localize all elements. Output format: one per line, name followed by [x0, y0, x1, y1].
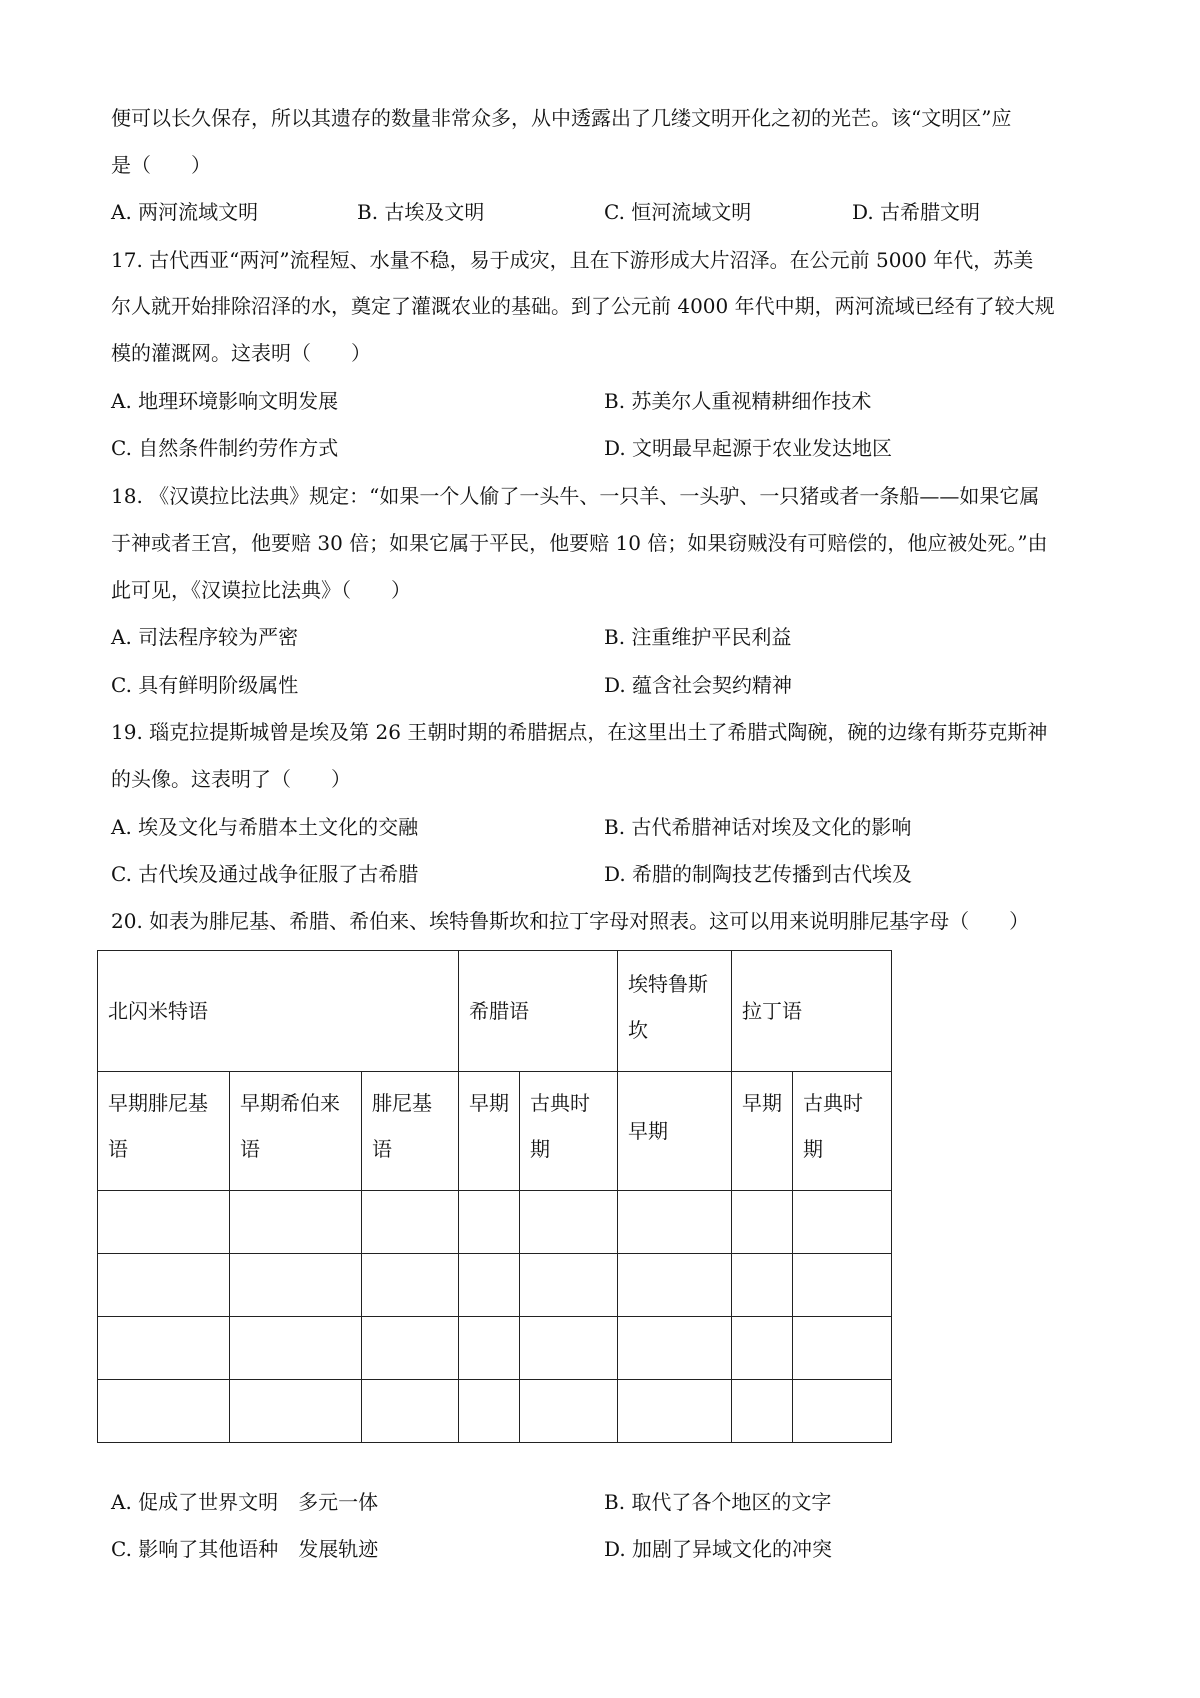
q20-option-c[interactable]: C. 影响了其他语种 发展轨迹	[111, 1537, 379, 1561]
q20-stem-line1: 20. 如表为腓尼基、希腊、希伯来、埃特鲁斯坎和拉丁字母对照表。这可以用来说明腓尼基字母（ ）	[111, 909, 1030, 933]
table-cell	[362, 1317, 459, 1380]
header-etruscan: 埃特鲁斯坎	[618, 951, 732, 1072]
header-etruscan-early: 早期	[618, 1072, 732, 1191]
header-latin: 拉丁语	[732, 951, 892, 1072]
q18-option-a[interactable]: A. 司法程序较为严密	[111, 625, 299, 649]
header-early-phoenician: 早期腓尼基语	[98, 1072, 230, 1191]
table-cell	[230, 1380, 362, 1443]
table-cell	[459, 1191, 520, 1254]
q16-option-a[interactable]: A. 两河流域文明	[111, 200, 259, 224]
q17-option-d[interactable]: D. 文明最早起源于农业发达地区	[604, 436, 893, 460]
table-cell	[98, 1191, 230, 1254]
table-cell	[732, 1380, 793, 1443]
table-cell	[732, 1254, 793, 1317]
alphabet-comparison-table	[97, 950, 892, 1443]
header-greek-early: 早期	[459, 1072, 520, 1191]
table-cell	[362, 1191, 459, 1254]
table-cell	[459, 1254, 520, 1317]
header-early-hebrew: 早期希伯来语	[230, 1072, 362, 1191]
q18-stem-line2: 于神或者王宫，他要赔 30 倍；如果它属于平民，他要赔 10 倍；如果窃贼没有可赔偿的，他应被处死。”由	[111, 531, 1048, 555]
q16-stem-line1: 便可以长久保存，所以其遗存的数量非常众多，从中透露出了几缕文明开化之初的光芒。该“文明区”应	[111, 106, 1012, 130]
table-cell	[459, 1317, 520, 1380]
table-cell	[230, 1191, 362, 1254]
table-cell	[520, 1191, 618, 1254]
table-cell	[618, 1191, 732, 1254]
q17-option-c[interactable]: C. 自然条件制约劳作方式	[111, 436, 339, 460]
q19-stem-line1: 19. 瑙克拉提斯城曾是埃及第 26 王朝时期的希腊据点，在这里出土了希腊式陶碗，碗的边缘有斯芬克斯神	[111, 720, 1048, 744]
q16-option-c[interactable]: C. 恒河流域文明	[604, 200, 752, 224]
header-latin-classical: 古典时期	[793, 1072, 892, 1191]
table-cell	[230, 1317, 362, 1380]
table-cell	[732, 1191, 793, 1254]
table-cell	[732, 1317, 793, 1380]
q19-option-c[interactable]: C. 古代埃及通过战争征服了古希腊	[111, 862, 419, 886]
table-cell	[362, 1254, 459, 1317]
table-row	[98, 1317, 892, 1380]
table-cell	[520, 1254, 618, 1317]
q17-stem-line2: 尔人就开始排除沼泽的水，奠定了灌溉农业的基础。到了公元前 4000 年代中期，两河流域已经有了较大规	[111, 294, 1055, 318]
table-cell	[793, 1254, 892, 1317]
table-cell	[98, 1317, 230, 1380]
table-cell	[793, 1317, 892, 1380]
table-cell	[459, 1380, 520, 1443]
table-row	[98, 1380, 892, 1443]
table-cell	[362, 1380, 459, 1443]
table-cell	[793, 1380, 892, 1443]
q17-option-b[interactable]: B. 苏美尔人重视精耕细作技术	[604, 389, 872, 413]
q18-stem-line1: 18. 《汉谟拉比法典》规定：“如果一个人偷了一头牛、一只羊、一头驴、一只猪或者一条船——如果它属	[111, 484, 1040, 508]
table-cell	[230, 1254, 362, 1317]
table-cell	[520, 1317, 618, 1380]
q19-option-d[interactable]: D. 希腊的制陶技艺传播到古代埃及	[604, 862, 913, 886]
q16-stem-line2: 是（ ）	[111, 153, 211, 177]
q18-option-b[interactable]: B. 注重维护平民利益	[604, 625, 792, 649]
table-cell	[98, 1254, 230, 1317]
q19-stem-line2: 的头像。这表明了（ ）	[111, 767, 351, 791]
q18-stem-line3: 此可见，《汉谟拉比法典》（ ）	[111, 578, 411, 602]
q17-stem-line3: 模的灌溉网。这表明（ ）	[111, 341, 371, 365]
table-header-row-2	[98, 1072, 892, 1191]
q18-option-c[interactable]: C. 具有鲜明阶级属性	[111, 673, 299, 697]
q19-option-b[interactable]: B. 古代希腊神话对埃及文化的影响	[604, 815, 912, 839]
table-row	[98, 1191, 892, 1254]
table-cell	[520, 1380, 618, 1443]
header-phoenician: 腓尼基语	[362, 1072, 459, 1191]
q18-option-d[interactable]: D. 蕴含社会契约精神	[604, 673, 793, 697]
table-cell	[618, 1380, 732, 1443]
table-header-row-1	[98, 951, 892, 1072]
q20-option-a[interactable]: A. 促成了世界文明 多元一体	[111, 1490, 379, 1514]
table-row	[98, 1254, 892, 1317]
header-greek-classical: 古典时期	[520, 1072, 618, 1191]
header-latin-early: 早期	[732, 1072, 793, 1191]
table-cell	[793, 1191, 892, 1254]
q17-option-a[interactable]: A. 地理环境影响文明发展	[111, 389, 339, 413]
table-cell	[618, 1317, 732, 1380]
header-greek: 希腊语	[459, 951, 618, 1072]
q20-option-b[interactable]: B. 取代了各个地区的文字	[604, 1490, 832, 1514]
q19-option-a[interactable]: A. 埃及文化与希腊本土文化的交融	[111, 815, 419, 839]
q16-option-d[interactable]: D. 古希腊文明	[852, 200, 981, 224]
q17-stem-line1: 17. 古代西亚“两河”流程短、水量不稳，易于成灾，且在下游形成大片沼泽。在公元前 5000 年代，苏美	[111, 248, 1034, 272]
header-semitic: 北闪米特语	[98, 951, 459, 1072]
table-cell	[98, 1380, 230, 1443]
q16-option-b[interactable]: B. 古埃及文明	[357, 200, 485, 224]
q20-option-d[interactable]: D. 加剧了异域文化的冲突	[604, 1537, 833, 1561]
table-cell	[618, 1254, 732, 1317]
